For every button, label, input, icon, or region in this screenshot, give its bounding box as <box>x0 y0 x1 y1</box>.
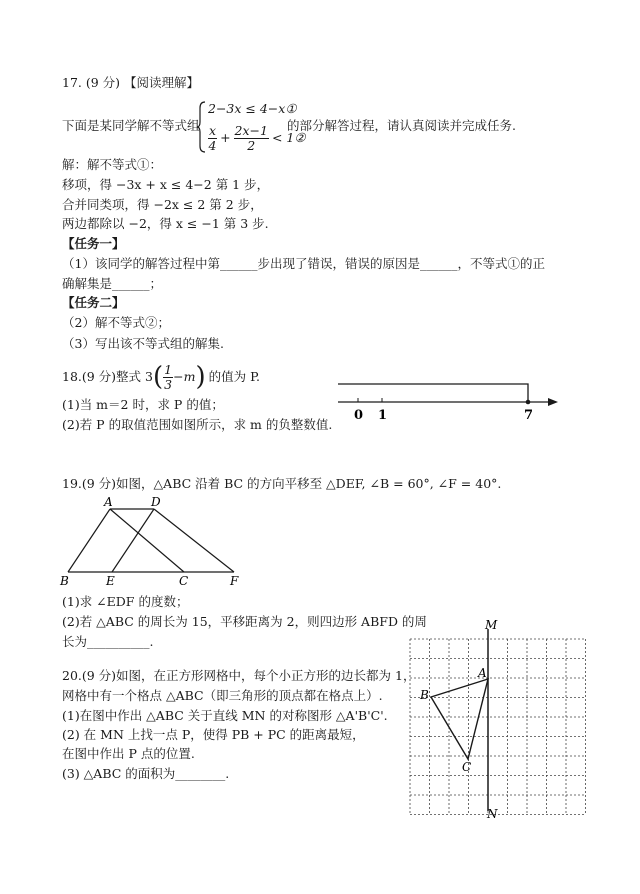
q17-task1-question: （1）该同学的解答过程中第______步出现了错误，错误的原因是______，不等式①的正 <box>62 256 545 271</box>
label-M: M <box>485 618 498 632</box>
q18-header-pre: 18.(9 分)整式 3 <box>62 369 153 384</box>
point-label-C: C <box>179 574 189 588</box>
point-label-F: F <box>230 574 239 588</box>
q18-minus-m: −m <box>173 369 196 384</box>
q20-line2: 网格中有一个格点 △ABC（即三角形的顶点都在格点上）. <box>62 688 383 703</box>
ineq-tail: < 1② <box>271 130 306 145</box>
triangle-ABC <box>431 679 488 759</box>
q18-sub2: (2)若 P 的取值范围如图所示，求 m 的负整数值. <box>62 417 333 432</box>
frac-num: x <box>209 123 217 138</box>
frac-num: 2x−1 <box>234 123 268 138</box>
label-A: A <box>478 666 487 680</box>
point-label-A: A <box>104 496 113 509</box>
q19-sub1: (1)求 ∠EDF 的度数； <box>62 594 189 609</box>
q17-task2-q3: （3）写出该不等式组的解集. <box>62 336 224 351</box>
q17-intro-after: 的部分解答过程，请认真阅读并完成任务. <box>287 118 516 133</box>
number-line-figure <box>330 375 560 425</box>
dashed-grid <box>410 639 586 815</box>
frac-den: 2 <box>247 137 256 153</box>
q17-step3: 两边都除以 −2，得 x ≤ −1 第 3 步. <box>62 216 269 231</box>
q18-header <box>62 363 260 392</box>
q20-sub3: (3) △ABC 的面积为________. <box>62 766 230 781</box>
q19-sub2-cont: 长为__________. <box>62 634 154 649</box>
q17-task2-q2: （2）解不等式②； <box>62 315 170 330</box>
paren-open: ( <box>153 362 164 393</box>
grid-figure <box>405 615 590 820</box>
q17-inequality-1: 2−3x ≤ 4−x① <box>208 101 297 116</box>
q18-sub1: (1)当 m＝2 时，求 P 的值； <box>62 397 224 412</box>
tick-label-0: 0 <box>354 408 364 423</box>
translation-figure <box>58 496 248 588</box>
q18-header-post: 的值为 P. <box>208 369 260 384</box>
paren-close: ) <box>195 362 206 393</box>
label-N: N <box>487 807 498 820</box>
point-label-B: B <box>60 574 69 588</box>
q17-solution-title: 解：解不等式①： <box>62 157 163 172</box>
q20-sub2-cont: 在图中作出 P 点的位置. <box>62 746 195 761</box>
q19-sub2: (2)若 △ABC 的周长为 15，平移距离为 2，则四边形 ABFD 的周 <box>62 614 427 629</box>
tick-label-7: 7 <box>524 408 534 423</box>
label-B: B <box>420 688 429 702</box>
axis-arrow <box>548 398 558 406</box>
q17-task1-question-cont: 确解集是______； <box>62 276 163 291</box>
label-C: C <box>462 760 472 774</box>
segment-DF <box>154 509 234 572</box>
q17-step1: 移项，得 −3x + x ≤ 4−2 第 1 步， <box>62 177 270 192</box>
point-label-D: D <box>151 496 161 509</box>
point-label-E: E <box>106 574 115 588</box>
q20-header: 20.(9 分)如图，在正方形网格中，每个小正方形的边长都为 1， <box>62 668 416 683</box>
q19-header: 19.(9 分)如图，△ABC 沿着 BC 的方向平移至 △DEF, ∠B = 60°, ∠F = 40°. <box>62 476 502 491</box>
frac-den: 3 <box>164 376 173 392</box>
q17-header: 17. (9 分) 【阅读理解】 <box>62 75 200 90</box>
frac-den: 4 <box>208 137 217 153</box>
endpoint-dot <box>526 400 531 405</box>
system-brace <box>197 100 207 154</box>
q17-task2-title: 【任务二】 <box>62 295 125 310</box>
q17-step2: 合并同类项，得 −2x ≤ 2 第 2 步， <box>62 197 263 212</box>
q17-task1-title: 【任务一】 <box>62 236 125 251</box>
q20-sub1: (1)在图中作出 △ABC 关于直线 MN 的对称图形 △A'B'C'. <box>62 708 388 723</box>
tick-label-1: 1 <box>378 408 388 423</box>
plus-sign: + <box>220 130 231 145</box>
range-bracket <box>338 384 528 402</box>
q17-intro-before: 下面是某同学解不等式组 <box>62 118 200 133</box>
frac-num: 1 <box>164 362 173 377</box>
segment-AB <box>68 509 110 572</box>
q20-sub2: (2) 在 MN 上找一点 P，使得 PB + PC 的距离最短， <box>62 727 365 742</box>
